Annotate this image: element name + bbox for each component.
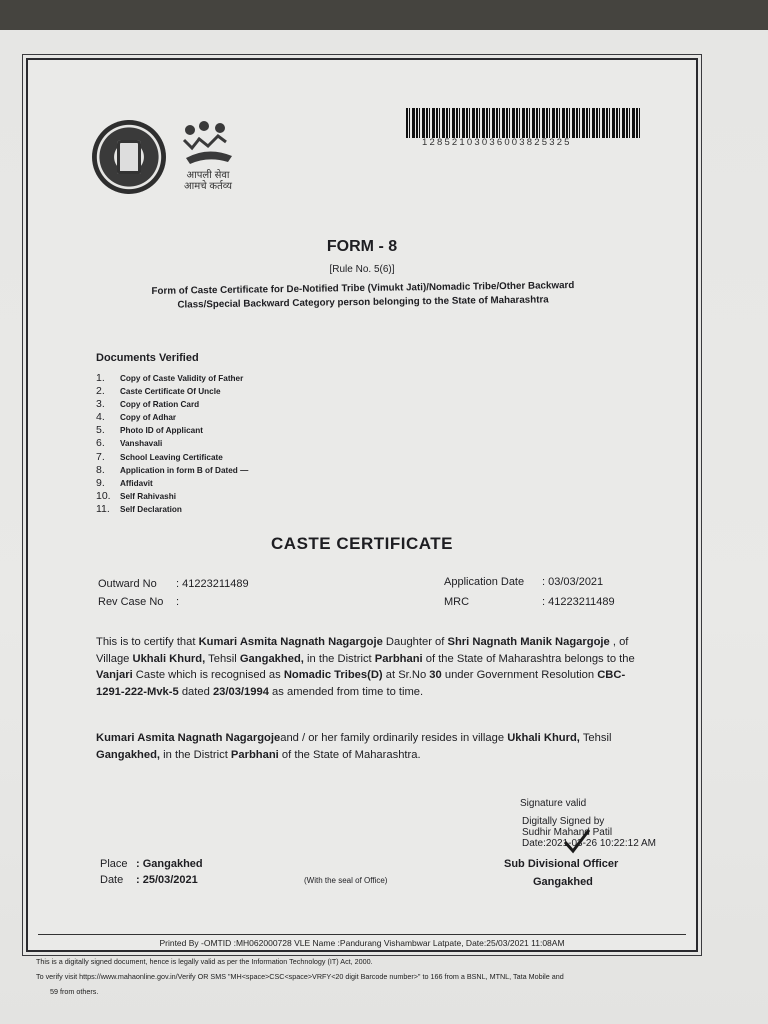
district-name: Parbhani bbox=[230, 748, 279, 761]
p2-text: in the District bbox=[160, 748, 231, 761]
revcase-label: Rev Case No bbox=[98, 596, 164, 608]
item-label: Copy of Ration Card bbox=[120, 400, 200, 410]
item-label: Copy of Adhar bbox=[120, 413, 177, 423]
signature-line3: Date:2021-03-26 10:22:12 AM bbox=[522, 838, 656, 849]
application-date-label: Application Date bbox=[444, 576, 525, 588]
background-shadow bbox=[0, 0, 768, 30]
seal-note: (With the seal of Office) bbox=[304, 876, 388, 885]
p1-text: Daughter of bbox=[382, 636, 448, 648]
certification-paragraph bbox=[96, 634, 636, 700]
p1-text: of the State of Maharashtra belongs to the bbox=[422, 652, 635, 665]
certificate-frame bbox=[26, 58, 698, 952]
p1-text: in the District bbox=[303, 652, 375, 665]
p1-text: at Sr.No bbox=[382, 669, 430, 681]
item-label: Photo ID of Applicant bbox=[120, 426, 203, 436]
list-item bbox=[96, 490, 248, 503]
documents-heading: Documents Verified bbox=[96, 352, 199, 364]
tehsil-name: Gangakhed, bbox=[239, 652, 304, 665]
item-number: 7. bbox=[96, 450, 105, 463]
officer-office: Gangakhed bbox=[533, 876, 593, 888]
signature-line2: Sudhir Mahand Patil bbox=[522, 827, 613, 838]
mrc-value: : 41223211489 bbox=[542, 596, 615, 608]
item-label: Self Rahivashi bbox=[120, 491, 176, 501]
item-number: 5. bbox=[96, 424, 105, 437]
item-label: Application in form B of Dated — bbox=[120, 465, 249, 475]
date-value: : 25/03/2021 bbox=[136, 874, 198, 886]
list-item bbox=[96, 398, 248, 411]
list-item bbox=[96, 385, 248, 398]
village-name: Ukhali Khurd, bbox=[507, 732, 580, 744]
item-number: 10. bbox=[96, 489, 111, 502]
list-item bbox=[96, 464, 248, 477]
list-item bbox=[96, 424, 248, 437]
checkmark-icon bbox=[562, 828, 592, 854]
list-item bbox=[96, 372, 248, 385]
p1-text: Caste which is recognised as bbox=[132, 669, 284, 681]
date-label: Date bbox=[100, 874, 124, 886]
applicant-name: Kumari Asmita Nagnath Nagargoje bbox=[96, 732, 281, 744]
barcode bbox=[406, 108, 642, 138]
item-label: Copy of Caste Validity of Father bbox=[120, 374, 244, 383]
item-number: 4. bbox=[96, 411, 105, 424]
p1-text: Tehsil bbox=[205, 652, 240, 665]
form-subtitle-line2: Class/Special Backward Category person belonging to the State of Maharashtra bbox=[177, 294, 549, 311]
place-value: : Gangakhed bbox=[136, 858, 203, 870]
category-name: Nomadic Tribes(D) bbox=[283, 669, 383, 681]
p1-text: under Government Resolution bbox=[441, 669, 598, 681]
place-label: Place bbox=[100, 858, 128, 870]
signature-line1: Digitally Signed by bbox=[522, 816, 605, 827]
list-item bbox=[96, 451, 248, 464]
revcase-value: : bbox=[176, 596, 180, 608]
item-number: 1. bbox=[96, 372, 105, 384]
item-number: 8. bbox=[96, 463, 105, 476]
aapli-seva-logo-icon bbox=[178, 118, 238, 168]
item-number: 6. bbox=[96, 437, 105, 450]
government-resolution: CBC-1291-222-Mvk-5 bbox=[96, 669, 626, 698]
father-name: Shri Nagnath Manik Nagargoje bbox=[447, 636, 610, 648]
serial-number: 30 bbox=[429, 669, 442, 681]
list-item bbox=[96, 503, 248, 516]
note-line3: 59 from others. bbox=[50, 987, 99, 996]
applicant-name: Kumari Asmita Nagnath Nagargoje bbox=[198, 636, 383, 648]
logo-tagline-line2: आमचे कर्तव्य bbox=[184, 181, 232, 192]
logo-tagline bbox=[178, 170, 238, 192]
p2-text: and / or her family ordinarily resides in village bbox=[280, 732, 508, 744]
village-name: Ukhali Khurd, bbox=[132, 652, 206, 665]
validity-note bbox=[36, 954, 726, 999]
p1-text: as amended from time to time. bbox=[268, 685, 424, 698]
note-line2: To verify visit https://www.mahaonline.gov.in/Verify OR SMS "MH<space>CSC<space>VRFY<20 digit Barcode number>" to 166 from a BSNL, MTNL, Tata Mobile and bbox=[36, 972, 564, 981]
signature-valid: Signature valid bbox=[520, 798, 587, 809]
form-subtitle-line1: Form of Caste Certificate for De-Notified Tribe (Vimukt Jati)/Nomadic Tribe/Other Backward bbox=[151, 280, 575, 297]
outward-label: Outward No bbox=[98, 578, 157, 590]
certificate-heading: CASTE CERTIFICATE bbox=[271, 534, 453, 553]
item-number: 9. bbox=[96, 476, 105, 489]
barcode-number: 12852103036003825325 bbox=[422, 137, 572, 148]
mrc-label: MRC bbox=[444, 596, 470, 608]
officer-title: Sub Divisional Officer bbox=[504, 858, 619, 870]
resolution-date: 23/03/1994 bbox=[212, 685, 269, 698]
list-item bbox=[96, 437, 248, 450]
item-number: 11. bbox=[96, 502, 110, 515]
p2-text: of the State of Maharashtra. bbox=[278, 748, 421, 761]
form-subtitle bbox=[98, 278, 628, 313]
item-label: Caste Certificate Of Uncle bbox=[120, 387, 221, 397]
note-line1: This is a digitally signed document, hence is legally valid as per the Information Technology (IT) Act, 2000. bbox=[36, 957, 373, 966]
p1-text: , of Village bbox=[96, 636, 629, 665]
list-item bbox=[96, 477, 248, 490]
documents-list bbox=[96, 372, 248, 516]
outward-value: : 41223211489 bbox=[176, 578, 249, 590]
item-label: School Leaving Certificate bbox=[120, 452, 223, 462]
application-date-value: : 03/03/2021 bbox=[542, 576, 604, 588]
logo-tagline-line1: आपली सेवा bbox=[186, 170, 230, 181]
p2-text: Tehsil bbox=[579, 732, 612, 744]
p1-text: dated bbox=[178, 685, 213, 698]
list-item bbox=[96, 411, 248, 424]
item-label: Vanshavali bbox=[120, 439, 163, 449]
district-name: Parbhani bbox=[374, 652, 423, 665]
tehsil-name: Gangakhed, bbox=[96, 748, 161, 761]
printed-by: Printed By -OMTID :MH062000728 VLE Name :Pandurang Vishambwar Latpate, Date:25/03/2021 11:08AM bbox=[38, 934, 686, 948]
item-number: 2. bbox=[96, 385, 105, 398]
form-title: FORM - 8 bbox=[326, 238, 398, 255]
residence-paragraph bbox=[96, 730, 641, 763]
seal-emblem-icon bbox=[117, 140, 141, 174]
item-label: Self Declaration bbox=[120, 504, 182, 514]
item-number: 3. bbox=[96, 398, 105, 411]
rule-number: [Rule No. 5(6)] bbox=[329, 264, 395, 275]
p1-text: This is to certify that bbox=[96, 636, 199, 648]
item-label: Affidavit bbox=[120, 478, 153, 488]
caste-name: Vanjari bbox=[96, 669, 133, 681]
